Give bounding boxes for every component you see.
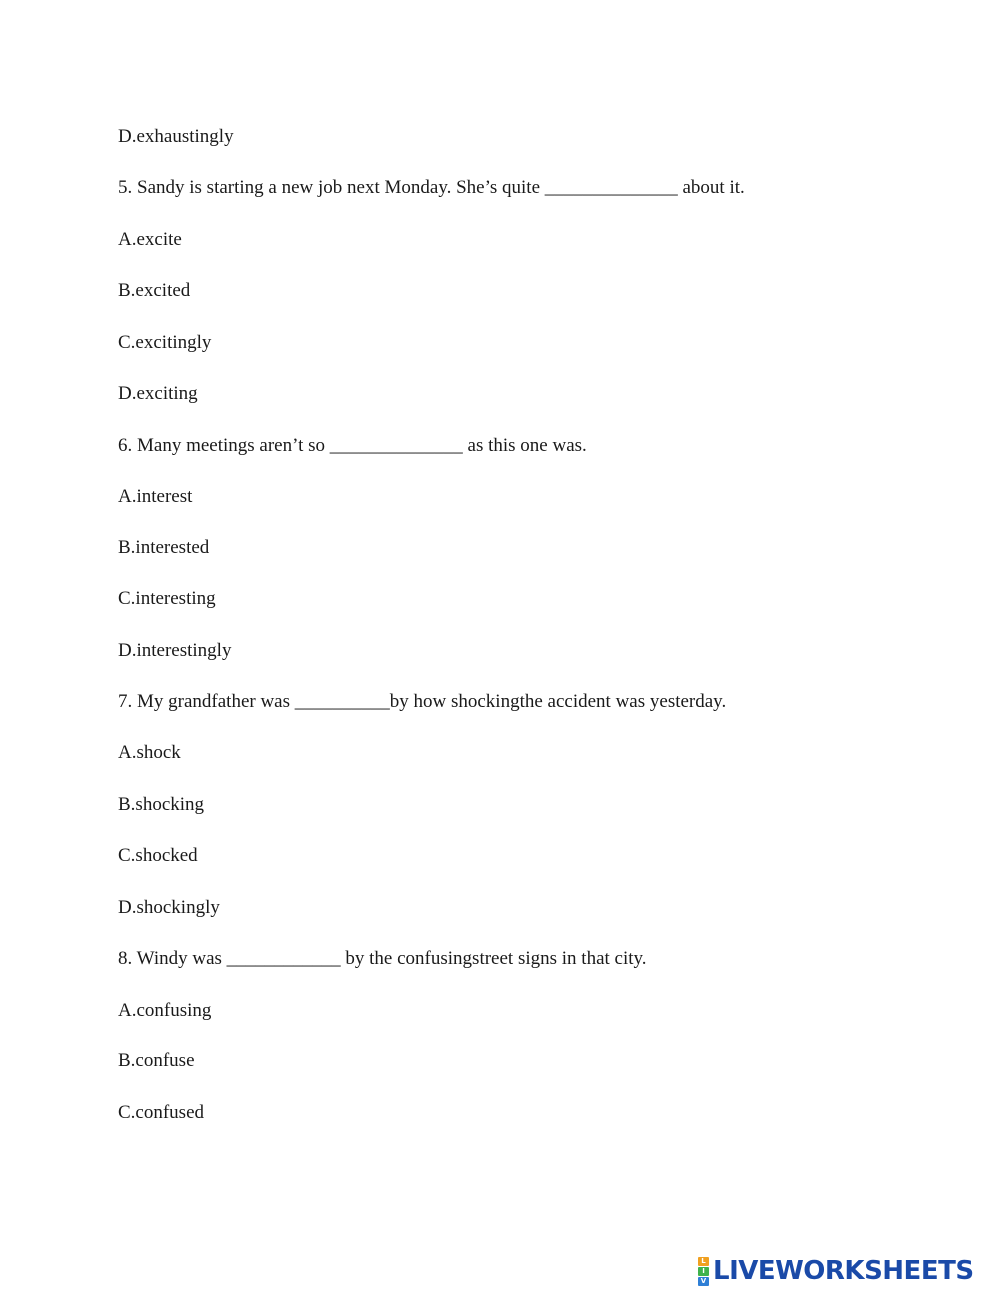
option-6b: B.interested <box>118 537 210 558</box>
liveworksheets-logo <box>698 1256 974 1286</box>
logo-text: LIVEWORKSHEETS <box>713 1256 974 1286</box>
option-6d: D.interestingly <box>118 640 232 661</box>
option-7c: C.shocked <box>118 845 198 866</box>
option-8a: A.confusing <box>118 1000 212 1021</box>
option-8c: C.confused <box>118 1102 205 1123</box>
option-5a: A.excite <box>118 229 182 250</box>
option-6c: C.interesting <box>118 588 216 609</box>
logo-mark-letter-l: L <box>698 1257 709 1266</box>
option-5c: C.excitingly <box>118 332 212 353</box>
option-6a: A.interest <box>118 486 193 507</box>
option-7b: B.shocking <box>118 794 205 815</box>
logo-mark-letter-i: I <box>698 1267 709 1276</box>
question-7: 7. My grandfather was __________by how shockingthe accident was yesterday. <box>118 691 727 712</box>
question-5: 5. Sandy is starting a new job next Monday. She’s quite ______________ about it. <box>118 177 745 198</box>
option-7a: A.shock <box>118 742 181 763</box>
logo-mark-letter-v: V <box>698 1277 709 1286</box>
option-8b: B.confuse <box>118 1050 195 1071</box>
option-5d: D.exciting <box>118 383 198 404</box>
option-7d: D.shockingly <box>118 897 220 918</box>
liveworksheets-logo-icon <box>698 1257 709 1286</box>
question-6: 6. Many meetings aren’t so ______________ as this one was. <box>118 435 587 456</box>
question-8: 8. Windy was ____________ by the confusingstreet signs in that city. <box>118 948 647 969</box>
option-5b: B.excited <box>118 280 191 301</box>
option-4d: D.exhaustingly <box>118 126 234 147</box>
